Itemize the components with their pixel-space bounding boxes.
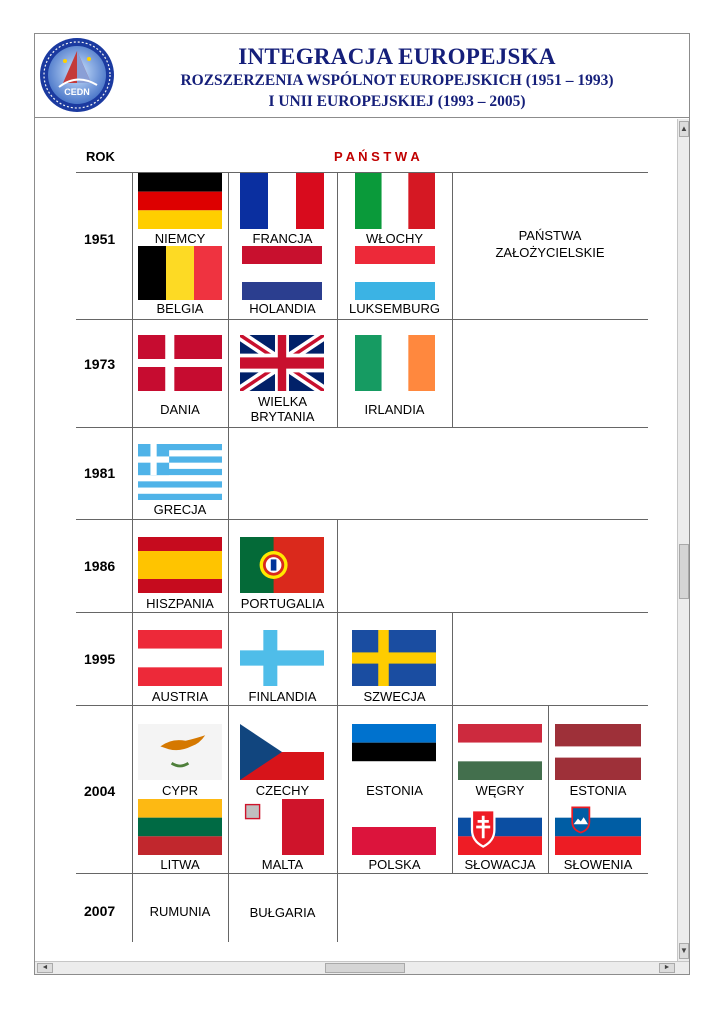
scroll-thumb[interactable] xyxy=(679,544,689,599)
col-divider xyxy=(132,172,133,942)
country-label: FRANCJA xyxy=(252,231,313,246)
sweden-flag-icon xyxy=(352,630,436,686)
country-label: MALTA xyxy=(261,857,304,872)
row-divider xyxy=(76,427,648,428)
country-label: ESTONIA xyxy=(569,783,627,798)
greece-flag-icon xyxy=(138,444,222,500)
scroll-left-icon[interactable]: ◄ xyxy=(37,963,53,973)
page-subtitle: ROZSZERZENIA WSPÓLNOT EUROPEJSKICH (1951 – 1993) xyxy=(180,72,614,89)
row-divider xyxy=(76,612,648,613)
country-label: ESTONIA xyxy=(366,783,423,798)
cyprus-flag-icon xyxy=(138,724,222,780)
lithuania-flag-icon xyxy=(138,799,222,855)
country-label: CYPR xyxy=(161,783,199,798)
col-divider xyxy=(337,172,338,427)
country-label: NIEMCY xyxy=(154,231,206,246)
country-label: SŁOWACJA xyxy=(464,857,536,872)
col-divider xyxy=(452,612,453,873)
poland-flag-icon xyxy=(352,799,436,855)
italy-flag-icon xyxy=(355,173,435,229)
estonia-flag-icon xyxy=(352,724,436,780)
col-divider xyxy=(228,172,229,942)
vertical-scrollbar[interactable] xyxy=(677,119,689,961)
row-divider xyxy=(76,873,648,874)
col-divider xyxy=(452,172,453,427)
year-label: 1986 xyxy=(84,558,116,574)
country-label: IRLANDIA xyxy=(364,402,425,417)
country-label: BUŁGARIA xyxy=(249,905,316,920)
country-label: LITWA xyxy=(160,857,200,872)
country-label: POLSKA xyxy=(368,857,421,872)
finland-flag-icon xyxy=(240,630,324,686)
year-label: 1981 xyxy=(84,465,116,481)
country-label: WIELKA BRYTANIA xyxy=(250,394,315,424)
country-label: BELGIA xyxy=(156,301,204,316)
latvia-flag-icon xyxy=(555,724,641,780)
country-label: HISZPANIA xyxy=(146,596,214,611)
document-header xyxy=(35,34,689,118)
malta-flag-icon xyxy=(240,799,324,855)
year-label: 2004 xyxy=(84,783,116,799)
country-label: DANIA xyxy=(160,402,200,417)
luxembourg-flag-icon xyxy=(355,246,435,300)
ireland-flag-icon xyxy=(355,335,435,391)
country-label: PORTUGALIA xyxy=(240,596,325,611)
year-label: 1995 xyxy=(84,651,116,667)
country-label: GRECJA xyxy=(153,502,207,517)
czech-flag-icon xyxy=(240,724,324,780)
page-subtitle-2: I UNII EUROPEJSKIEJ (1993 – 2005) xyxy=(268,93,526,110)
column-header-states: P A Ń S T W A xyxy=(334,149,420,164)
year-label: 1973 xyxy=(84,356,116,372)
united-kingdom-flag-icon xyxy=(240,335,324,391)
column-header-year: ROK xyxy=(86,149,115,164)
founders-note: PAŃSTWA ZAŁOŻYCIELSKIE xyxy=(495,228,605,260)
slovenia-flag-icon xyxy=(555,799,641,855)
country-label: WŁOCHY xyxy=(365,231,424,246)
year-label: 1951 xyxy=(84,231,116,247)
svg-text:CEDN: CEDN xyxy=(64,87,90,97)
row-divider xyxy=(76,705,648,706)
page-title: INTEGRACJA EUROPEJSKA xyxy=(238,44,556,69)
hungary-flag-icon xyxy=(458,724,542,780)
scroll-up-icon[interactable]: ▲ xyxy=(679,121,689,137)
country-label: RUMUNIA xyxy=(149,904,211,919)
country-label: FINLANDIA xyxy=(248,689,317,704)
country-label: AUSTRIA xyxy=(151,689,209,704)
denmark-flag-icon xyxy=(138,335,222,391)
scroll-down-icon[interactable]: ▼ xyxy=(679,943,689,959)
portugal-flag-icon xyxy=(240,537,324,593)
country-label: HOLANDIA xyxy=(249,301,316,316)
country-label: WĘGRY xyxy=(475,783,525,798)
austria-flag-icon xyxy=(138,630,222,686)
country-label: LUKSEMBURG xyxy=(348,301,441,316)
row-divider xyxy=(76,319,648,320)
horizontal-scrollbar[interactable] xyxy=(35,961,689,974)
scroll-right-icon[interactable]: ► xyxy=(659,963,675,973)
country-label: SŁOWENIA xyxy=(563,857,633,872)
spain-flag-icon xyxy=(138,537,222,593)
country-label: SZWECJA xyxy=(363,689,426,704)
belgium-flag-icon xyxy=(138,246,222,300)
france-flag-icon xyxy=(240,173,324,229)
row-divider xyxy=(76,519,648,520)
slovakia-flag-icon xyxy=(458,799,542,855)
hscroll-thumb[interactable] xyxy=(325,963,405,973)
cedn-logo-icon xyxy=(39,37,115,113)
year-label: 2007 xyxy=(84,903,116,919)
germany-flag-icon xyxy=(138,173,222,229)
netherlands-flag-icon xyxy=(242,246,322,300)
col-divider xyxy=(337,519,338,942)
country-label: CZECHY xyxy=(255,783,310,798)
